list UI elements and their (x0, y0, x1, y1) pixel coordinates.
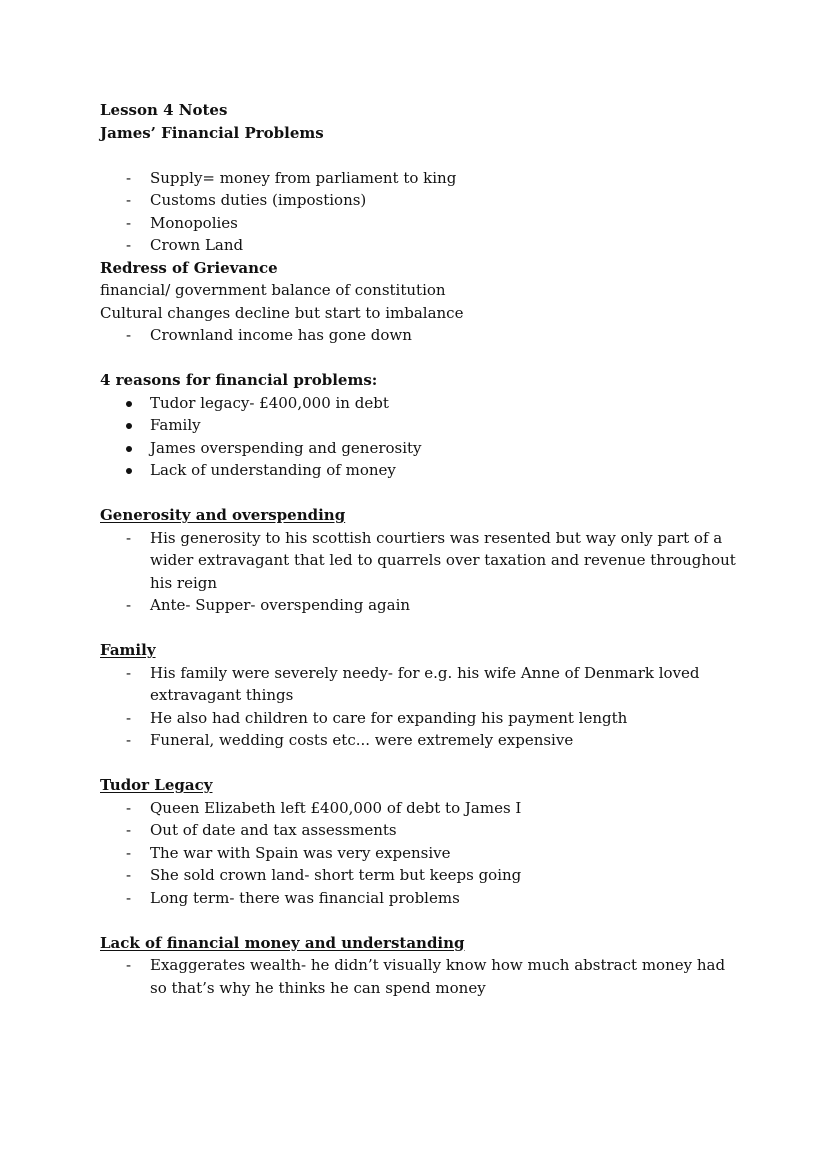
lack-heading: Lack of financial money and understanding (100, 933, 465, 952)
family-list (100, 662, 740, 752)
list-item: - Crownland income has gone down (100, 324, 740, 347)
list-item: - She sold crown land- short term but keeps going (100, 864, 740, 887)
redress-line: financial/ government balance of constitution (100, 281, 446, 299)
list-item: - Customs duties (impostions) (100, 189, 740, 212)
list-item: - Monopolies (100, 212, 740, 235)
list-item: Family (100, 414, 740, 437)
tudor-list (100, 797, 740, 910)
spacer (100, 617, 740, 640)
list-item: - Long term- there was financial problems (100, 887, 740, 910)
family-heading: Family (100, 641, 156, 659)
redress-heading: Redress of Grievance (100, 258, 278, 277)
generosity-list (100, 527, 740, 617)
tudor-heading: Tudor Legacy (100, 776, 213, 794)
list-item: - Funeral, wedding costs etc... were extremely expensive (100, 729, 740, 752)
list-item: - He also had children to care for expanding his payment length (100, 707, 740, 730)
spacer (100, 347, 740, 370)
list-item: - His family were severely needy- for e.g. his wife Anne of Denmark loved extravagant things (100, 662, 740, 707)
redress-line: Cultural changes decline but start to imbalance (100, 303, 464, 322)
list-item: - Exaggerates wealth- he didn’t visually know how much abstract money had so that’s why he thinks he can spend money (100, 954, 740, 999)
generosity-heading: Generosity and overspending (100, 506, 346, 524)
reasons-list (100, 392, 740, 482)
redress-list (100, 324, 740, 347)
spacer (100, 752, 740, 775)
list-item: - Crown Land (100, 234, 740, 257)
intro-list (100, 167, 740, 257)
lack-list (100, 954, 740, 999)
list-item: - Ante- Supper- overspending again (100, 594, 740, 617)
page-title: James’ Financial Problems (100, 123, 324, 142)
list-item: - His generosity to his scottish courtiers was resented but way only part of a wider extravagant that led to quarrels over taxation and revenue throughout his reign (100, 527, 740, 595)
list-item: Tudor legacy- £400,000 in debt (100, 392, 740, 415)
spacer (100, 482, 740, 505)
list-item: Lack of understanding of money (100, 459, 740, 482)
list-item: - Supply= money from parliament to king (100, 167, 740, 190)
list-item: - The war with Spain was very expensive (100, 842, 740, 865)
notes-page (100, 99, 740, 999)
list-item: James overspending and generosity (100, 437, 740, 460)
lesson-label: Lesson 4 Notes (100, 101, 228, 119)
spacer (100, 909, 740, 932)
reasons-heading: 4 reasons for financial problems: (100, 371, 378, 389)
spacer (100, 144, 740, 167)
list-item: - Out of date and tax assessments (100, 819, 740, 842)
list-item: - Queen Elizabeth left £400,000 of debt to James I (100, 797, 740, 820)
